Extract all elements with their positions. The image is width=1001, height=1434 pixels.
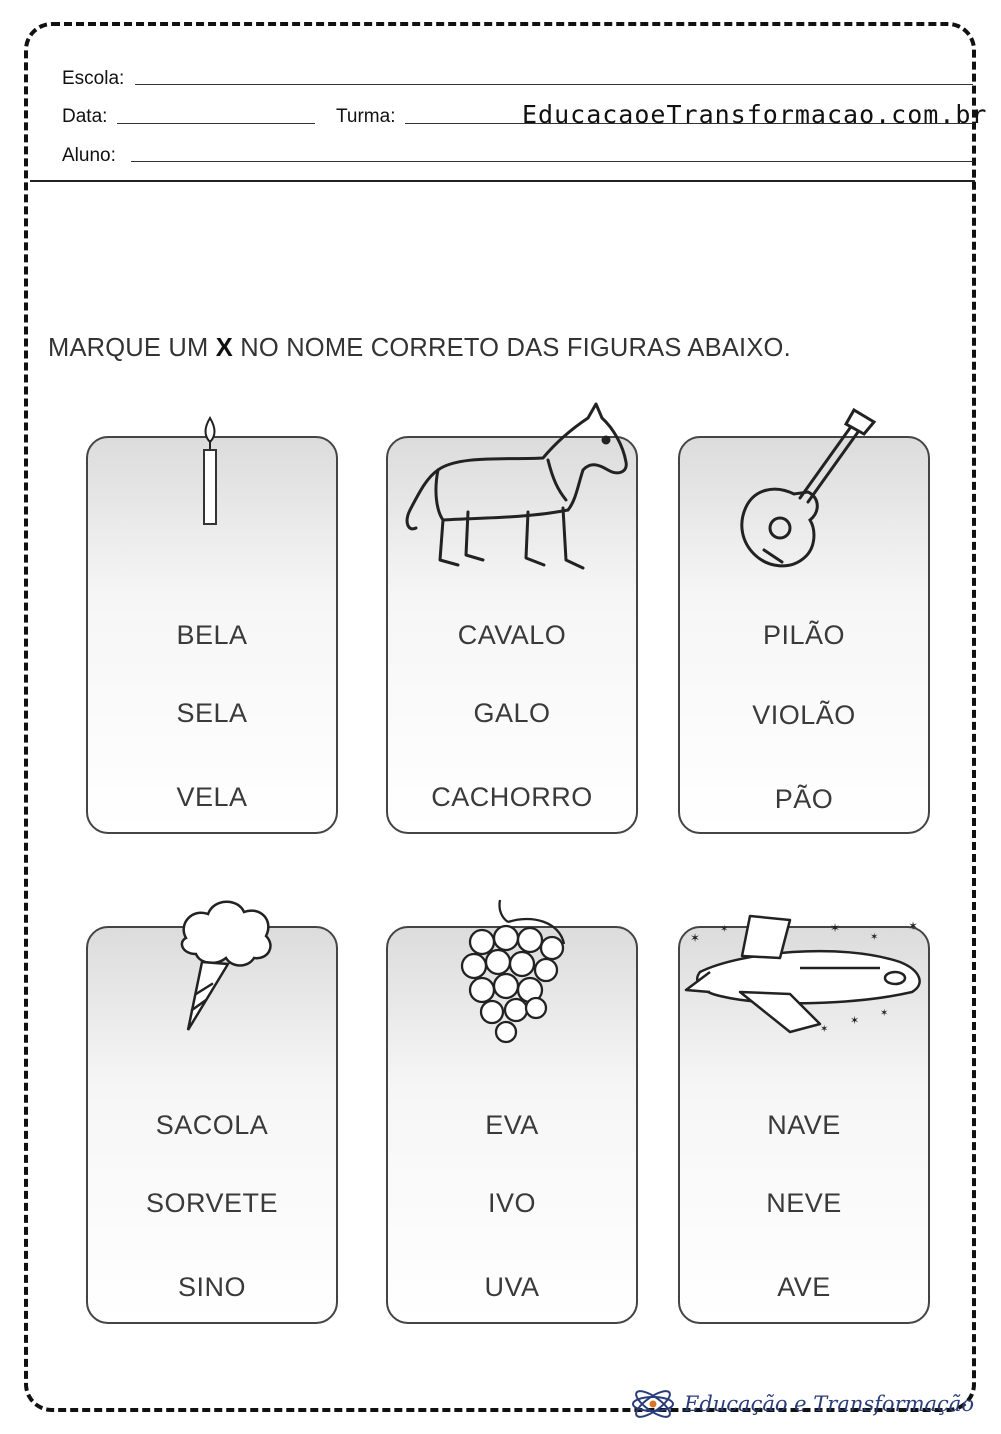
option-word[interactable]: UVA [484,1272,540,1302]
option-word[interactable]: EVA [485,1110,539,1140]
horse-icon [398,400,633,580]
svg-text:✶: ✶ [820,1024,829,1035]
atom-logo-icon [630,1388,676,1420]
svg-text:✶: ✶ [880,1008,889,1019]
footer-brand-text: Educação e Transformação [684,1392,974,1416]
instruction-mark: X [215,334,233,362]
option-word[interactable]: NAVE [767,1110,841,1140]
date-field[interactable] [117,123,315,124]
option-word[interactable]: SELA [176,698,248,728]
option-word[interactable]: BELA [176,620,248,650]
school-label: Escola: [62,68,125,89]
footer-brand [630,1388,974,1420]
svg-text:✶: ✶ [690,931,701,945]
svg-text:✶: ✶ [850,1015,860,1027]
website-text: EducacaoeTransformacao.com.br [522,100,988,129]
svg-text:✶: ✶ [720,924,729,935]
option-word[interactable]: VIOLÃO [752,700,856,730]
class-label: Turma: [336,106,396,127]
option-word[interactable]: SORVETE [145,1188,279,1218]
option-word[interactable]: IVO [487,1188,536,1218]
grapes-icon [452,896,578,1046]
option-word[interactable]: NEVE [766,1188,842,1218]
option-word[interactable]: VELA [176,782,248,812]
svg-text:✶: ✶ [870,932,879,943]
instruction-text: MARQUE UM X NO NOME CORRETO DAS FIGURAS ABAIXO. [48,334,791,362]
option-word[interactable]: PÃO [774,784,834,814]
option-word[interactable]: CAVALO [457,620,567,650]
date-label: Data: [62,106,108,127]
option-word[interactable]: CACHORRO [431,782,593,812]
header-separator [30,180,975,182]
svg-text:✶: ✶ [830,921,841,935]
option-word[interactable]: SINO [177,1272,246,1302]
option-word[interactable]: PILÃO [762,620,846,650]
candle-icon [180,412,240,532]
option-word[interactable]: SACOLA [155,1110,269,1140]
svg-text:✶: ✶ [908,919,919,933]
school-field[interactable] [135,84,973,85]
student-label: Aluno: [62,145,116,166]
option-word[interactable]: AVE [777,1272,831,1302]
spaceship-icon [680,912,930,1037]
student-field[interactable] [131,161,973,162]
option-word[interactable]: GALO [473,698,551,728]
ice-cream-icon [172,894,282,1039]
guitar-icon [724,402,884,577]
